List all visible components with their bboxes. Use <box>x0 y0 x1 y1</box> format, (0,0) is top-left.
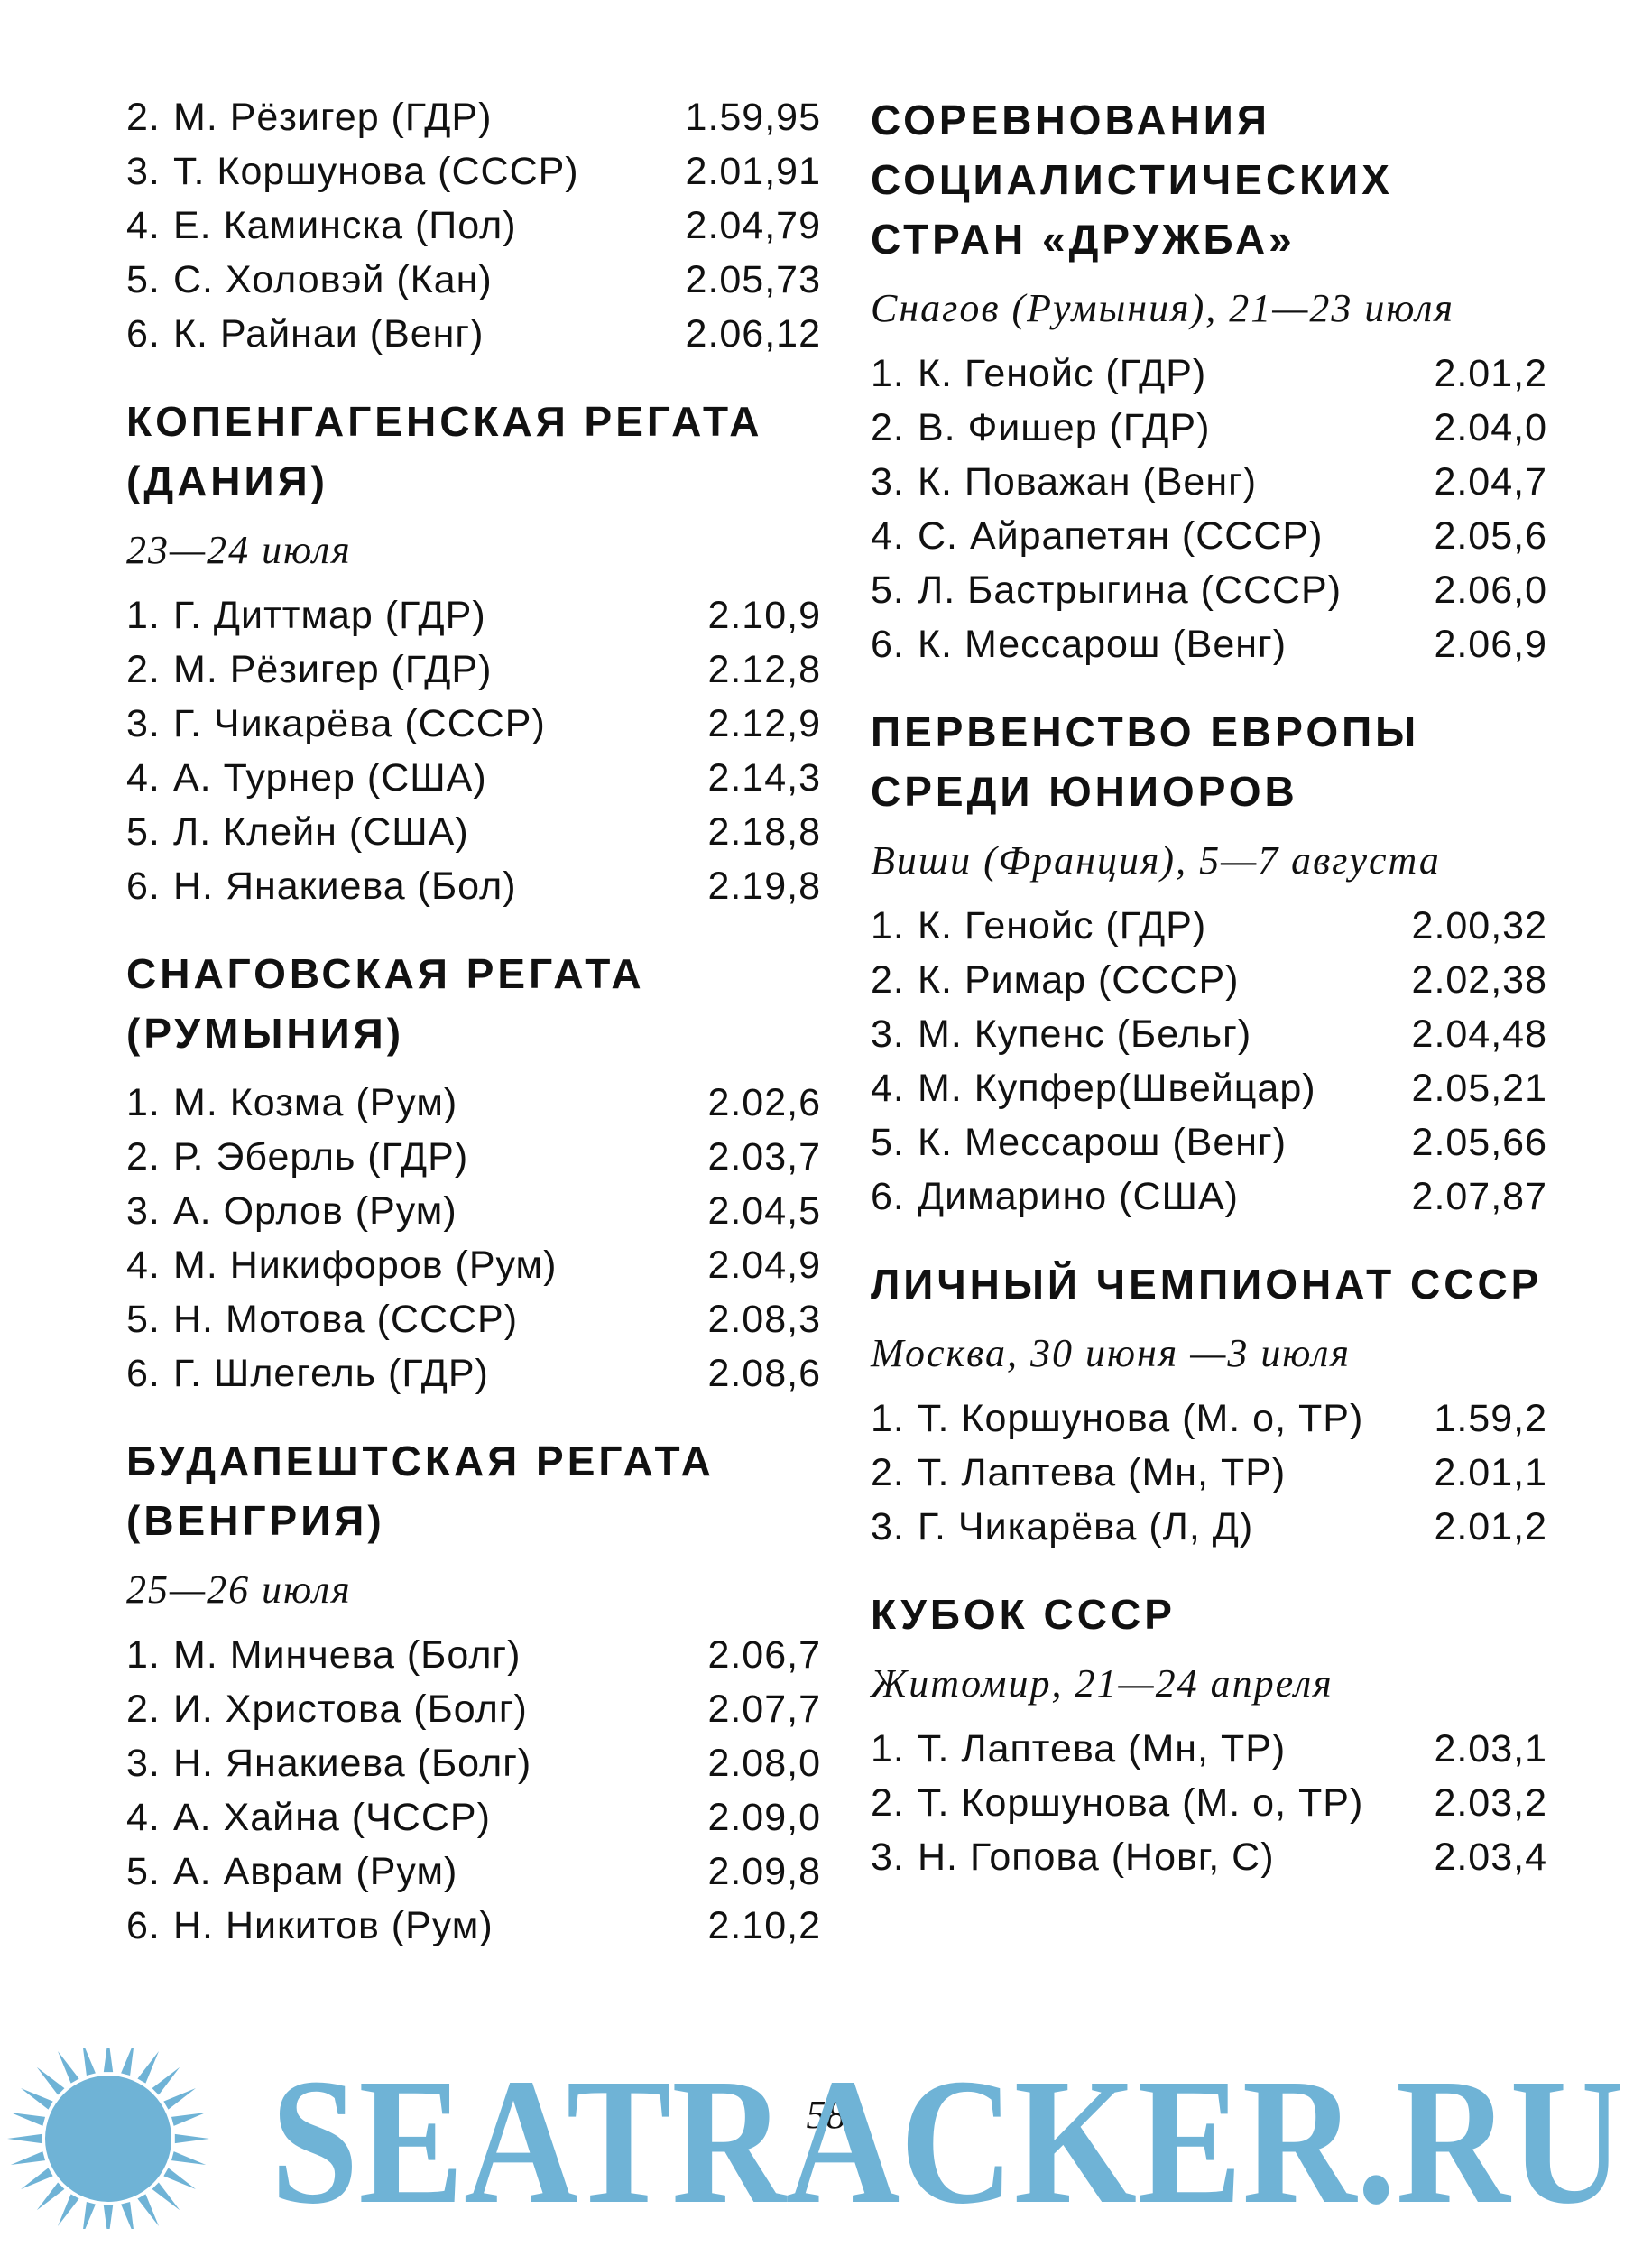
result-place: 2. <box>871 406 905 449</box>
section-date: Москва, 30 июня —3 июля <box>871 1331 1351 1375</box>
sun-ray <box>152 2067 180 2095</box>
sun-logo-icon <box>7 2048 209 2229</box>
result-name: С. Холовэй (Кан) <box>173 258 493 301</box>
result-name: И. Христова (Болг) <box>173 1687 528 1731</box>
result-row <box>871 1446 1547 1500</box>
result-name: Л. Клейн (США) <box>173 810 469 854</box>
result-place: 1. <box>126 1081 161 1124</box>
sun-ray <box>11 2151 45 2165</box>
result-place: 6. <box>126 312 161 356</box>
result-time: 1.59,2 <box>1434 1397 1547 1440</box>
result-time: 2.10,9 <box>707 594 821 637</box>
result-place: 2. <box>126 96 161 139</box>
section-date: Снагов (Румыния), 21—23 июля <box>871 286 1454 330</box>
result-row <box>126 1130 821 1184</box>
result-row <box>871 1722 1547 1776</box>
result-name: К. Райнаи (Венг) <box>173 312 485 356</box>
result-time: 2.06,9 <box>1434 623 1547 666</box>
section-date: Житомир, 21—24 апреля <box>871 1661 1334 1706</box>
results-section <box>126 90 821 361</box>
result-row <box>871 563 1547 617</box>
result-place: 3. <box>126 1189 161 1233</box>
result-name: Н. Янакиева (Болг) <box>173 1742 532 1785</box>
results-section <box>126 944 821 1401</box>
result-row <box>871 401 1547 455</box>
result-row <box>126 90 821 144</box>
result-row <box>126 697 821 751</box>
result-place: 2. <box>126 648 161 691</box>
sun-ray <box>37 2067 65 2095</box>
result-name: Г. Диттмар (ГДР) <box>173 594 486 637</box>
result-time: 2.06,0 <box>1434 569 1547 612</box>
result-row <box>126 144 821 199</box>
result-time: 2.08,0 <box>707 1742 821 1785</box>
result-time: 2.01,1 <box>1434 1451 1547 1494</box>
result-name: М. Минчева (Болг) <box>173 1633 521 1677</box>
result-row <box>871 1170 1547 1224</box>
result-time: 2.14,3 <box>707 756 821 800</box>
result-row <box>871 1776 1547 1830</box>
result-place: 5. <box>126 258 161 301</box>
section-date: 25—26 июля <box>126 1567 352 1612</box>
result-place: 6. <box>126 1352 161 1395</box>
result-place: 3. <box>871 1835 905 1879</box>
result-place: 3. <box>126 150 161 193</box>
result-name: К. Поважан (Венг) <box>918 460 1258 504</box>
result-place: 3. <box>871 1505 905 1549</box>
result-row <box>126 805 821 859</box>
result-row <box>126 1790 821 1845</box>
result-time: 2.06,7 <box>707 1633 821 1677</box>
result-time: 2.05,66 <box>1411 1121 1547 1164</box>
result-row <box>871 617 1547 671</box>
result-time: 1.59,95 <box>685 96 821 139</box>
result-name: Т. Коршунова (М. о, ТР) <box>918 1397 1364 1440</box>
result-name: Н. Гопова (Новг, С) <box>918 1835 1275 1879</box>
result-row <box>126 1292 821 1346</box>
results-section <box>871 702 1547 1224</box>
watermark <box>0 2048 1652 2229</box>
result-row <box>126 253 821 307</box>
sun-ray <box>163 2168 196 2189</box>
section-heading: КОПЕНГАГЕНСКАЯ РЕГАТА (ДАНИЯ) <box>126 398 763 504</box>
sun-ray <box>82 2048 96 2076</box>
sun-ray <box>104 2048 113 2072</box>
results-section <box>126 1431 821 1953</box>
result-time: 2.01,2 <box>1434 1505 1547 1549</box>
result-row <box>126 1184 821 1238</box>
result-row <box>871 1115 1547 1170</box>
result-row <box>126 1628 821 1682</box>
result-place: 5. <box>126 1298 161 1341</box>
result-name: К. Мессарош (Венг) <box>918 1121 1287 1164</box>
result-time: 2.04,0 <box>1434 406 1547 449</box>
result-name: Е. Каминска (Пол) <box>173 204 517 247</box>
result-time: 2.05,73 <box>685 258 821 301</box>
sun-ray <box>171 2151 206 2165</box>
result-row <box>871 1500 1547 1554</box>
sun-ray <box>58 2194 79 2226</box>
sun-ray <box>21 2168 53 2189</box>
results-section <box>871 1254 1547 1554</box>
result-name: Р. Эберль (ГДР) <box>173 1135 469 1179</box>
result-place: 3. <box>126 702 161 745</box>
result-name: А. Орлов (Рум) <box>173 1189 457 1233</box>
result-time: 2.09,8 <box>707 1850 821 1893</box>
result-place: 4. <box>126 1796 161 1839</box>
result-place: 4. <box>126 204 161 247</box>
watermark-text: SEATRACKER.RU <box>271 2048 1624 2229</box>
result-time: 2.03,4 <box>1434 1835 1547 1879</box>
result-place: 2. <box>871 958 905 1002</box>
result-time: 2.05,21 <box>1411 1067 1547 1110</box>
result-row <box>126 1845 821 1899</box>
section-heading: БУДАПЕШТСКАЯ РЕГАТА (ВЕНГРИЯ) <box>126 1438 715 1544</box>
section-heading: КУБОК СССР <box>871 1591 1176 1638</box>
result-row <box>871 509 1547 563</box>
sun-ray <box>104 2205 113 2229</box>
sun-ray <box>152 2183 180 2211</box>
result-name: Л. Бастрыгина (СССР) <box>918 569 1343 612</box>
sun-ray <box>58 2051 79 2084</box>
result-place: 1. <box>871 1397 905 1440</box>
result-name: М. Никифоров (Рум) <box>173 1244 558 1287</box>
result-row <box>871 1007 1547 1061</box>
result-row <box>871 1061 1547 1115</box>
result-time: 2.18,8 <box>707 810 821 854</box>
result-row <box>126 199 821 253</box>
result-row <box>126 643 821 697</box>
result-name: М. Купфер(Швейцар) <box>918 1067 1316 1110</box>
sun-ray <box>137 2051 159 2084</box>
page-number: 58 <box>806 2093 846 2137</box>
result-row <box>126 1736 821 1790</box>
result-time: 2.10,2 <box>707 1904 821 1947</box>
section-heading: ЛИЧНЫЙ ЧЕМПИОНАТ СССР <box>871 1261 1543 1308</box>
result-name: Н. Никитов (Рум) <box>173 1904 494 1947</box>
result-place: 2. <box>871 1781 905 1825</box>
result-name: В. Фишер (ГДР) <box>918 406 1211 449</box>
result-row <box>871 1830 1547 1884</box>
result-row <box>126 1346 821 1401</box>
result-place: 1. <box>126 594 161 637</box>
result-name: Т. Лаптева (Мн, ТР) <box>918 1727 1287 1771</box>
result-row <box>871 347 1547 401</box>
result-time: 2.07,87 <box>1411 1175 1547 1218</box>
result-row <box>126 1682 821 1736</box>
section-heading: СОРЕВНОВАНИЯ СОЦИАЛИСТИЧЕСКИХ СТРАН «ДРУЖБА» <box>871 97 1393 263</box>
result-time: 2.01,2 <box>1434 352 1547 395</box>
result-row <box>126 1899 821 1953</box>
result-time: 2.09,0 <box>707 1796 821 1839</box>
result-name: Г. Чикарёва (СССР) <box>173 702 546 745</box>
result-name: М. Рёзигер (ГДР) <box>173 96 493 139</box>
result-place: 4. <box>126 1244 161 1287</box>
result-name: К. Мессарош (Венг) <box>918 623 1287 666</box>
result-place: 6. <box>126 1904 161 1947</box>
result-place: 6. <box>871 1175 905 1218</box>
result-time: 2.08,6 <box>707 1352 821 1395</box>
result-place: 5. <box>126 1850 161 1893</box>
result-row <box>126 588 821 643</box>
sun-ray <box>82 2202 96 2229</box>
result-time: 2.04,5 <box>707 1189 821 1233</box>
sun-ray <box>121 2202 134 2229</box>
result-name: Н. Мотова (СССР) <box>173 1298 519 1341</box>
result-time: 2.03,2 <box>1434 1781 1547 1825</box>
result-place: 6. <box>126 864 161 908</box>
sun-ray <box>121 2048 134 2076</box>
result-name: Т. Лаптева (Мн, ТР) <box>918 1451 1287 1494</box>
result-place: 4. <box>871 514 905 558</box>
result-name: А. Хайна (ЧССР) <box>173 1796 491 1839</box>
result-place: 1. <box>871 1727 905 1771</box>
result-name: К. Генойс (ГДР) <box>918 904 1207 948</box>
result-name: А. Аврам (Рум) <box>173 1850 458 1893</box>
section-heading: СНАГОВСКАЯ РЕГАТА (РУМЫНИЯ) <box>126 950 645 1057</box>
result-place: 5. <box>126 810 161 854</box>
result-place: 3. <box>126 1742 161 1785</box>
result-name: Г. Шлегель (ГДР) <box>173 1352 489 1395</box>
results-section <box>871 1585 1547 1884</box>
result-name: Димарино (США) <box>918 1175 1239 1218</box>
result-name: С. Айрапетян (СССР) <box>918 514 1324 558</box>
result-row <box>126 307 821 361</box>
result-name: М. Купенс (Бельг) <box>918 1012 1252 1056</box>
results-section <box>871 90 1547 671</box>
result-time: 2.19,8 <box>707 864 821 908</box>
result-time: 2.03,7 <box>707 1135 821 1179</box>
result-time: 2.04,79 <box>685 204 821 247</box>
result-time: 2.04,9 <box>707 1244 821 1287</box>
result-row <box>126 751 821 805</box>
left-column <box>126 90 821 1983</box>
result-time: 2.05,6 <box>1434 514 1547 558</box>
sun-ray <box>37 2183 65 2211</box>
result-place: 6. <box>871 623 905 666</box>
result-time: 2.04,7 <box>1434 460 1547 504</box>
result-place: 1. <box>871 352 905 395</box>
result-time: 2.08,3 <box>707 1298 821 1341</box>
result-name: М. Козма (Рум) <box>173 1081 458 1124</box>
result-time: 2.07,7 <box>707 1687 821 1731</box>
section-date: Виши (Франция), 5—7 августа <box>871 838 1441 883</box>
results-section <box>126 392 821 913</box>
result-place: 3. <box>871 460 905 504</box>
result-name: К. Генойс (ГДР) <box>918 352 1207 395</box>
section-date: 23—24 июля <box>126 528 352 572</box>
result-place: 1. <box>126 1633 161 1677</box>
result-name: Г. Чикарёва (Л, Д) <box>918 1505 1254 1549</box>
result-time: 2.01,91 <box>685 150 821 193</box>
result-place: 5. <box>871 569 905 612</box>
result-row <box>126 859 821 913</box>
result-place: 2. <box>871 1451 905 1494</box>
result-name: Т. Коршунова (СССР) <box>173 150 579 193</box>
result-name: К. Римар (СССР) <box>918 958 1240 1002</box>
sun-ray <box>137 2194 159 2226</box>
result-time: 2.12,8 <box>707 648 821 691</box>
result-time: 2.00,32 <box>1411 904 1547 948</box>
result-row <box>126 1076 821 1130</box>
section-heading: ПЕРВЕНСТВО ЕВРОПЫ СРЕДИ ЮНИОРОВ <box>871 708 1420 815</box>
result-place: 2. <box>126 1687 161 1731</box>
result-place: 3. <box>871 1012 905 1056</box>
result-name: Т. Коршунова (М. о, ТР) <box>918 1781 1364 1825</box>
result-time: 2.06,12 <box>685 312 821 356</box>
result-time: 2.12,9 <box>707 702 821 745</box>
result-name: А. Турнер (США) <box>173 756 487 800</box>
result-time: 2.02,6 <box>707 1081 821 1124</box>
result-place: 4. <box>871 1067 905 1110</box>
result-time: 2.04,48 <box>1411 1012 1547 1056</box>
result-row <box>871 1392 1547 1446</box>
result-row <box>871 953 1547 1007</box>
result-place: 1. <box>871 904 905 948</box>
right-column <box>871 90 1547 1915</box>
result-place: 5. <box>871 1121 905 1164</box>
result-name: Н. Янакиева (Бол) <box>173 864 517 908</box>
result-name: М. Рёзигер (ГДР) <box>173 648 493 691</box>
result-row <box>126 1238 821 1292</box>
result-place: 4. <box>126 756 161 800</box>
result-time: 2.03,1 <box>1434 1727 1547 1771</box>
result-row <box>871 899 1547 953</box>
result-time: 2.02,38 <box>1411 958 1547 1002</box>
result-place: 2. <box>126 1135 161 1179</box>
result-row <box>871 455 1547 509</box>
